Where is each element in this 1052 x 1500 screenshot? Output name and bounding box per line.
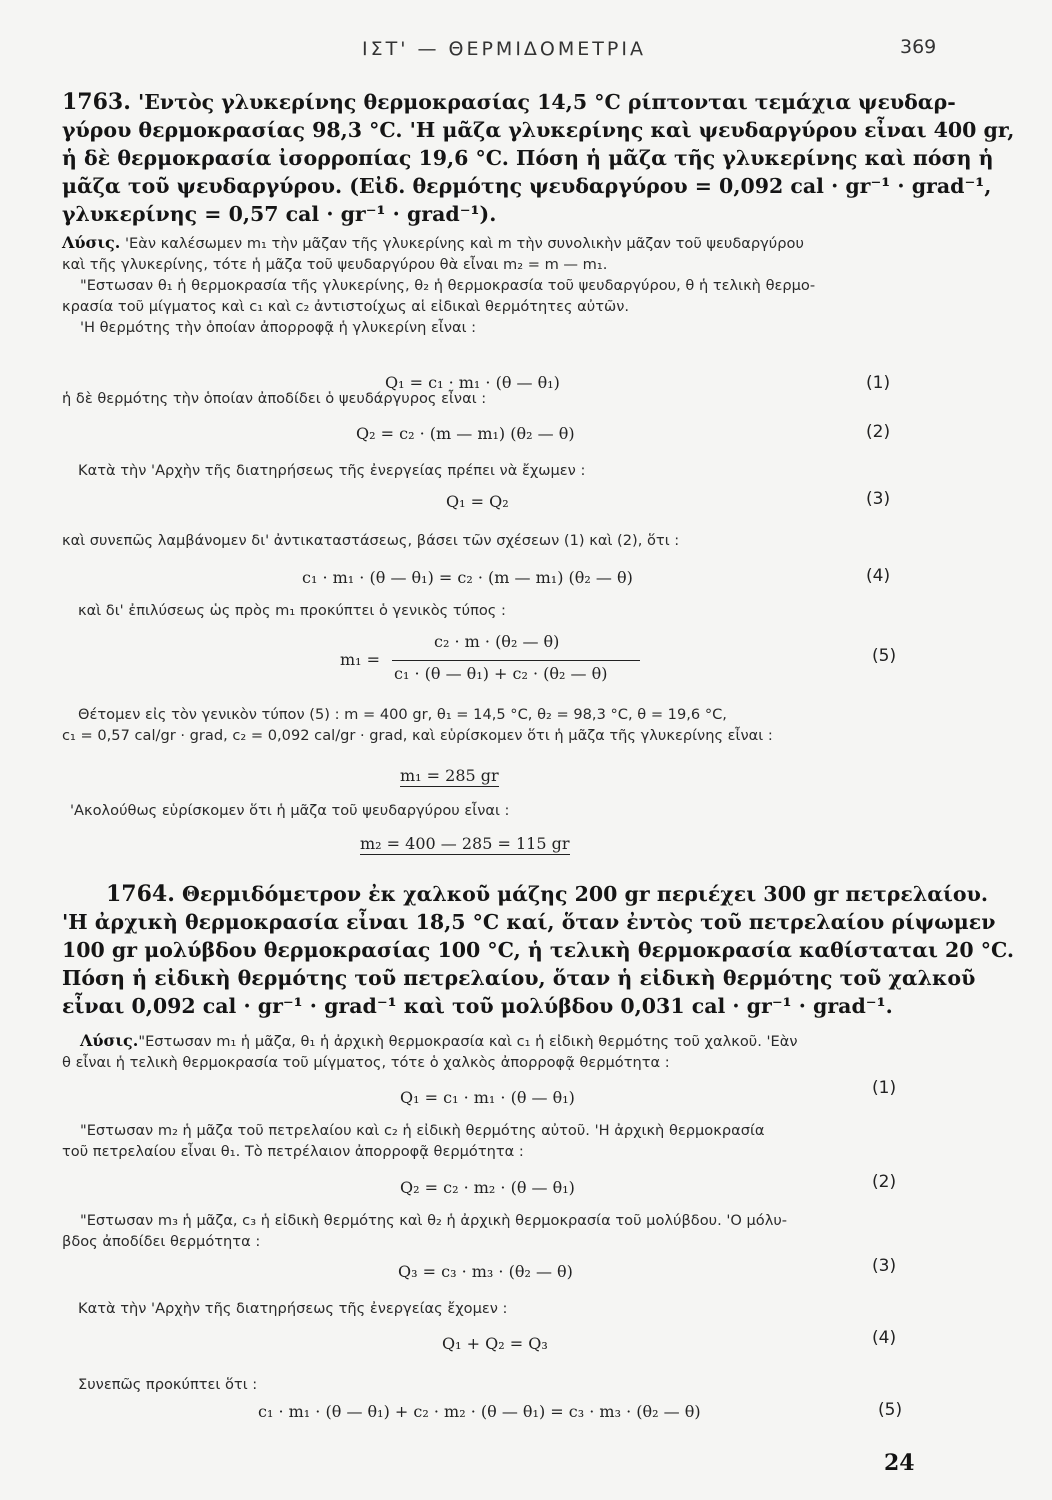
equation-number: (2)	[866, 422, 891, 442]
solution-label: Λύσις.	[80, 1031, 139, 1050]
equation-number: (5)	[878, 1400, 903, 1420]
text-block: "Εστωσαν m₂ ἡ μᾶζα τοῦ πετρελαίου καὶ c₂ ἡ εἰδικὴ θερμότης αὐτοῦ. 'Η ἀρχικὴ θερμοκρασία τοῦ πετρελαίου εἶναι θ₁. Τὸ πετρέλαιον ἀπορροφᾷ θερμότητα :	[62, 1122, 765, 1160]
fraction-lhs: m₁ =	[340, 650, 381, 669]
result-m2: m₂ = 400 — 285 = 115 gr	[360, 834, 570, 853]
problem-1764: 1764. Θερμιδόμετρον ἐκ χαλκοῦ μάζης 200 gr περιέχει 300 gr πετρελαίου. 'Η ἀρχικὴ θερμοκρασία εἶναι 18,5 °C καί, ὅταν ἐντὸς τοῦ πετρελαίου ρίψωμεν 100 gr μολύβδου θερμοκρασίας 100 °C, ἡ τελικὴ θερμοκρασία καθίσταται 20 °C. Πόση ἡ εἰδικὴ θερμότης τοῦ πετρελαίου, ὅταν ἡ εἰδικὴ θερμότης τοῦ χαλκοῦ εἶναι 0,092 cal · gr⁻¹ · grad⁻¹ καὶ τοῦ μολύβδου 0,031 cal · gr⁻¹ · grad⁻¹.	[62, 881, 1015, 1018]
page-number: 369	[900, 36, 937, 58]
text-line: καὶ συνεπῶς λαμβάνομεν δι' ἀντικαταστάσεως, βάσει τῶν σχέσεων (1) καὶ (2), ὅτι :	[62, 532, 680, 549]
signature-mark: 24	[884, 1450, 915, 1476]
equation-2: Q₂ = c₂ · (m — m₁) (θ₂ — θ)	[356, 424, 575, 443]
text-line: ἡ δὲ θερμότης τὴν ὁποίαν ἀποδίδει ὁ ψευδάργυρος εἶναι :	[62, 390, 487, 407]
substitution-text: Θέτομεν εἰς τὸν γενικὸν τύπον (5) : m = 400 gr, θ₁ = 14,5 °C, θ₂ = 98,3 °C, θ = 19,6 °C, c₁ = 0,57 cal/gr · grad, c₂ = 0,092 cal/gr · grad, καὶ εὑρίσκομεν ὅτι ἡ μᾶζα τῆς γλυκερίνης εἶναι :	[62, 706, 773, 744]
solution-1764-intro: Λύσις."Εστωσαν m₁ ἡ μᾶζα, θ₁ ἡ ἀρχικὴ θερμοκρασία καὶ c₁ ἡ εἰδικὴ θερμότης τοῦ χαλκοῦ. 'Εὰν θ εἶναι ἡ τελικὴ θερμοκρασία τοῦ μίγματος, τότε ὁ χαλκὸς ἀπορροφᾷ θερμότητα :	[62, 1031, 798, 1071]
equation-1: Q₁ = c₁ · m₁ · (θ — θ₁)	[400, 1088, 575, 1107]
equation-3: Q₁ = Q₂	[446, 492, 509, 511]
equation-number: (4)	[866, 566, 891, 586]
problem-number: 1763.	[62, 89, 131, 115]
result-m1: m₁ = 285 gr	[400, 766, 499, 785]
text-line: Κατὰ τὴν 'Αρχὴν τῆς διατηρήσεως τῆς ἐνεργείας ἔχομεν :	[78, 1300, 508, 1317]
problem-1763: 1763. 'Εντὸς γλυκερίνης θερμοκρασίας 14,5 °C ρίπτονται τεμάχια ψευδαρ- γύρου θερμοκρασίας 98,3 °C. 'Η μᾶζα γλυκερίνης καὶ ψευδαργύρου εἶναι 400 gr, ἡ δὲ θερμοκρασία ἰσορροπίας 19,6 °C. Πόση ἡ μᾶζα τῆς γλυκερίνης καὶ πόση ἡ μᾶζα τοῦ ψευδαργύρου. (Εἰδ. θερμότης ψευδαργύρου = 0,092 cal · gr⁻¹ · grad⁻¹, γλυκερίνης = 0,57 cal · gr⁻¹ · grad⁻¹).	[62, 89, 1015, 226]
equation-number: (4)	[872, 1328, 897, 1348]
equation-number: (1)	[872, 1078, 897, 1098]
solution-label: Λύσις.	[62, 233, 121, 252]
equation-1: Q₁ = c₁ · m₁ · (θ — θ₁)	[385, 373, 560, 392]
equation-4: c₁ · m₁ · (θ — θ₁) = c₂ · (m — m₁) (θ₂ — θ)	[302, 568, 633, 587]
equation-number: (3)	[866, 489, 891, 509]
text-line: 'Ακολούθως εὑρίσκομεν ὅτι ἡ μᾶζα τοῦ ψευδαργύρου εἶναι :	[70, 802, 510, 819]
text-block: "Εστωσαν m₃ ἡ μᾶζα, c₃ ἡ εἰδικὴ θερμότης καὶ θ₂ ἡ ἀρχικὴ θερμοκρασία τοῦ μολύβδου. 'Ο μόλυ- βδος ἀποδίδει θερμότητα :	[62, 1212, 788, 1250]
text-line: καὶ δι' ἐπιλύσεως ὡς πρὸς m₁ προκύπτει ὁ γενικὸς τύπος :	[78, 602, 506, 619]
equation-3: Q₃ = c₃ · m₃ · (θ₂ — θ)	[398, 1262, 573, 1281]
equation-number: (3)	[872, 1256, 897, 1276]
fraction-bar	[392, 660, 640, 661]
equation-4: Q₁ + Q₂ = Q₃	[442, 1334, 548, 1353]
text-line: Συνεπῶς προκύπτει ὅτι :	[78, 1376, 258, 1393]
text-line: Κατὰ τὴν 'Αρχὴν τῆς διατηρήσεως τῆς ἐνεργείας πρέπει νὰ ἔχωμεν :	[78, 462, 586, 479]
fraction-denominator: c₁ · (θ — θ₁) + c₂ · (θ₂ — θ)	[394, 664, 608, 683]
solution-1763-intro: Λύσις. 'Εὰν καλέσωμεν m₁ τὴν μᾶζαν τῆς γλυκερίνης καὶ m τὴν συνολικὴν μᾶζαν τοῦ ψευδαργύρου καὶ τῆς γλυκερίνης, τότε ἡ μᾶζα τοῦ ψευδαργύρου θὰ εἶναι m₂ = m — m₁. "Εστωσαν θ₁ ἡ θερμοκρασία τῆς γλυκερίνης, θ₂ ἡ θερμοκρασία τοῦ ψευδαργύρου, θ ἡ τελικὴ θερμο- κρασία τοῦ μίγματος καὶ c₁ καὶ c₂ ἀντιστοίχως αἱ εἰδικαὶ θερμότητες αὐτῶν. 'Η θερμότης τὴν ὁποίαν ἀπορροφᾷ ἡ γλυκερίνη εἶναι :	[62, 233, 816, 336]
equation-number: (5)	[872, 646, 897, 666]
running-header: ΙΣΤ' — ΘΕΡΜΙΔΟΜΕΤΡΙΑ	[362, 38, 646, 60]
equation-number: (2)	[872, 1172, 897, 1192]
problem-number: 1764.	[106, 881, 175, 907]
equation-number: (1)	[866, 373, 891, 393]
fraction-numerator: c₂ · m · (θ₂ — θ)	[434, 632, 560, 651]
equation-5: c₁ · m₁ · (θ — θ₁) + c₂ · m₂ · (θ — θ₁) = c₃ · m₃ · (θ₂ — θ)	[258, 1402, 701, 1421]
equation-2: Q₂ = c₂ · m₂ · (θ — θ₁)	[400, 1178, 575, 1197]
